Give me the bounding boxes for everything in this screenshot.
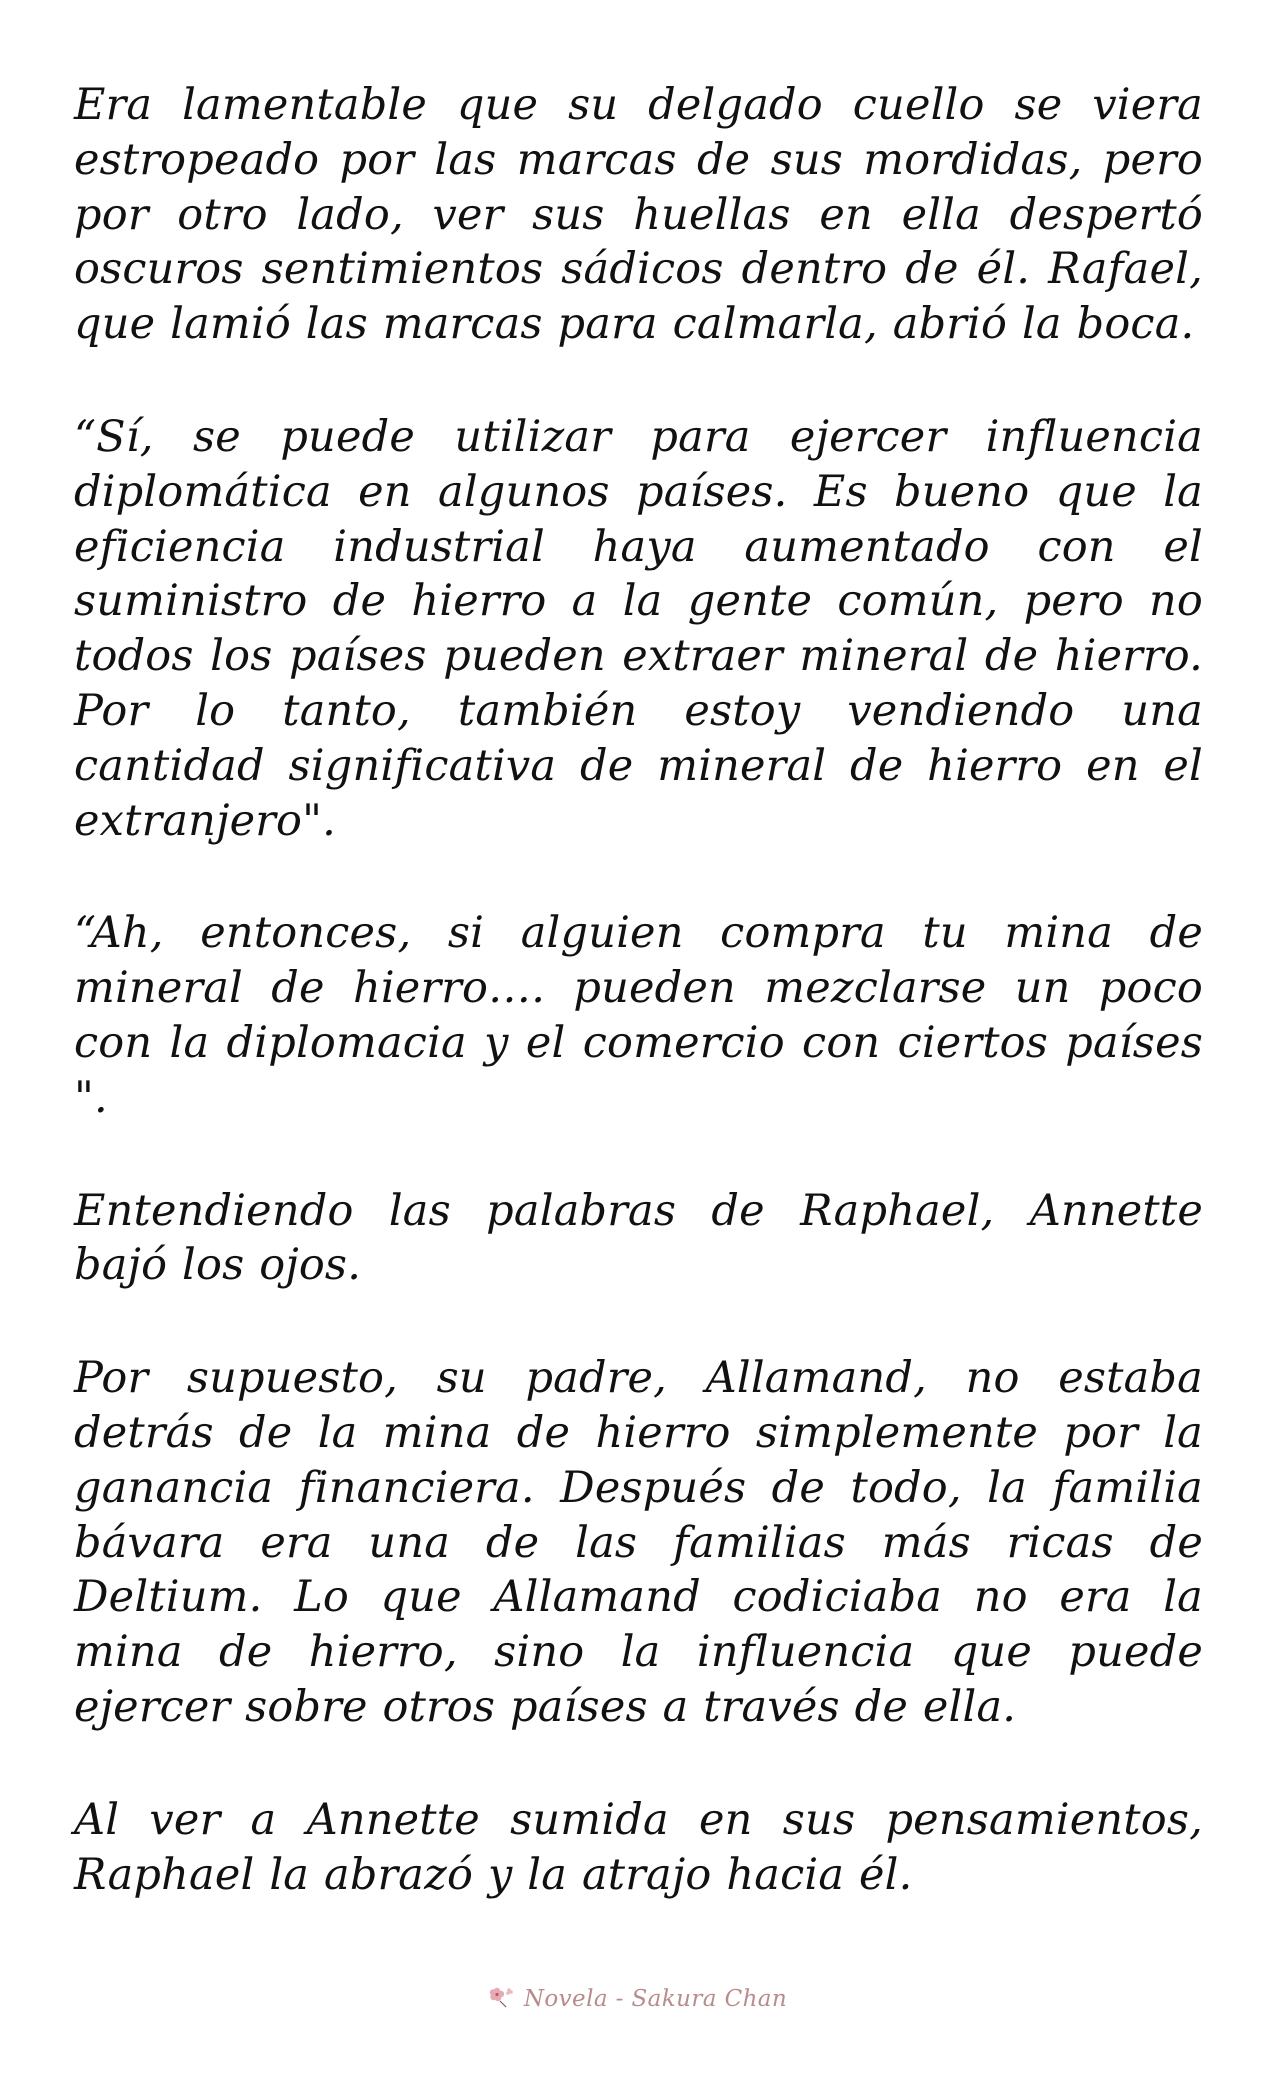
paragraph-5: Por supuesto, su padre, Allamand, no estaba detrás de la mina de hierro simplemente por la ganancia financiera. Después de todo, la familia bávara era una de las familias más ricas de Deltium. Lo que Allamand codiciaba no era la mina de hierro, sino la influencia que puede ejercer sobre otros países a través de ella.	[74, 1353, 1203, 1732]
watermark-footer	[0, 1985, 1275, 2012]
watermark-text: Novela - Sakura Chan	[523, 1986, 788, 2012]
paragraph-3: “Ah, entonces, si alguien compra tu mina de mineral de hierro…. pueden mezclarse un poco con la diplomacia y el comercio con ciertos países ".	[74, 908, 1203, 1123]
paragraph-6: Al ver a Annette sumida en sus pensamientos, Raphael la abrazó y la atrajo hacia él.	[74, 1794, 1203, 1900]
paragraph-1: Era lamentable que su delgado cuello se viera estropeado por las marcas de sus mordidas, pero por otro lado, ver sus huellas en ella despertó oscuros sentimientos sádicos dentro de él. Rafael, que lamió las marcas para calmarla, abrió la boca.	[74, 80, 1203, 350]
paragraph-2: “Sí, se puede utilizar para ejercer influencia diplomática en algunos países. Es bueno que la eficiencia industrial haya aumentado con el suministro de hierro a la gente común, pero no todos los países pueden extraer mineral de hierro. Por lo tanto, también estoy vendiendo una cantidad significativa de mineral de hierro en el extranjero".	[74, 411, 1203, 846]
sakura-flower-icon	[488, 1985, 516, 2009]
paragraph-4: Entendiendo las palabras de Raphael, Annette bajó los ojos.	[74, 1185, 1203, 1291]
